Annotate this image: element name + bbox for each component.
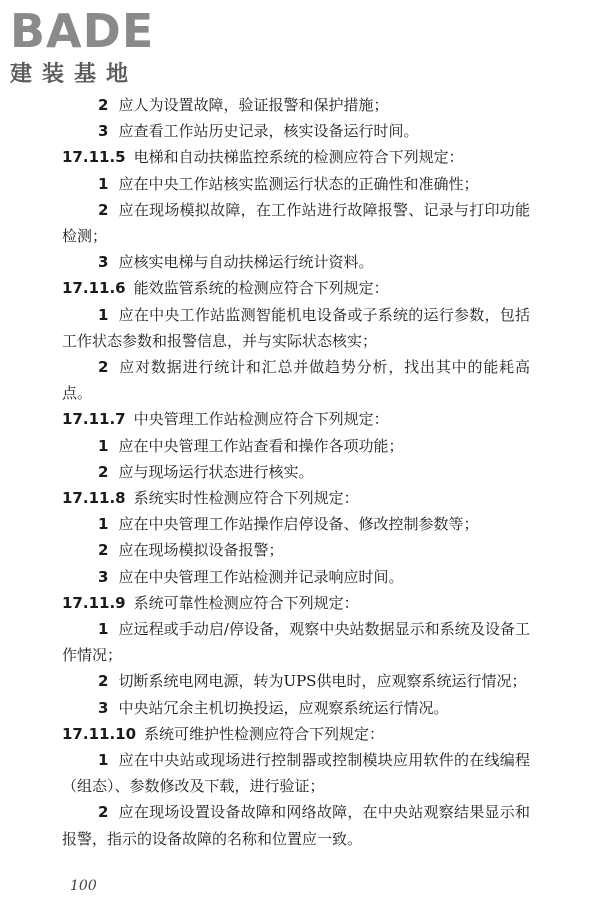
paragraph-text: 应人为设置故障，验证报警和保护措施； bbox=[118, 96, 389, 114]
paragraph-text: 应在中央管理工作站查看和操作各项功能； bbox=[118, 436, 404, 455]
paragraph-text: 中央站冗余主机切换投运，应观察系统运行情况。 bbox=[118, 698, 449, 717]
paragraph-text: 中央管理工作站检测应符合下列规定： bbox=[133, 410, 389, 429]
item-number: 3 bbox=[98, 567, 109, 586]
item-number: 1 bbox=[98, 174, 109, 193]
paragraph-text: 应与现场运行状态进行核实。 bbox=[118, 462, 314, 481]
clause-number: 17.11.8 bbox=[62, 489, 126, 508]
paragraph-text: 应远程或手动启/停设备，观察中央站数据显示和系统及设备工作情况； bbox=[62, 620, 530, 665]
paragraph-text: 应在中央站或现场进行控制器或控制模块应用软件的在线编程（组态）、参数修改及下载，进行验证； bbox=[62, 751, 530, 796]
list-item bbox=[62, 511, 530, 537]
list-item bbox=[62, 92, 530, 118]
item-number: 1 bbox=[98, 305, 109, 324]
bade-logo bbox=[10, 6, 180, 96]
list-item bbox=[62, 799, 530, 851]
paragraph-text: 应在中央管理工作站检测并记录响应时间。 bbox=[118, 567, 404, 586]
paragraph-text: 应在中央工作站监测智能机电设备或子系统的运行参数，包括工作状态参数和报警信息，并与实际状态核实； bbox=[62, 305, 530, 350]
list-item bbox=[62, 433, 530, 459]
item-number: 2 bbox=[98, 672, 109, 691]
clause-number: 17.11.9 bbox=[62, 593, 126, 612]
paragraph-text: 电梯和自动扶梯监控系统的检测应符合下列规定： bbox=[133, 148, 464, 167]
paragraph-text: 应对数据进行统计和汇总并做趋势分析，找出其中的能耗高点。 bbox=[62, 358, 530, 403]
item-number: 2 bbox=[98, 462, 109, 481]
clause-heading bbox=[62, 144, 530, 170]
paragraph-text: 应在中央工作站核实监测运行状态的正确性和准确性； bbox=[118, 174, 479, 193]
item-number: 2 bbox=[98, 541, 109, 560]
list-item bbox=[62, 564, 530, 590]
list-item bbox=[62, 171, 530, 197]
paragraph-text: 能效监管系统的检测应符合下列规定： bbox=[133, 279, 389, 298]
clause-heading bbox=[62, 406, 530, 432]
list-item bbox=[62, 616, 530, 668]
item-number: 2 bbox=[98, 200, 109, 219]
paragraph-text: 系统可维护性检测应符合下列规定： bbox=[144, 724, 385, 743]
clause-number: 17.11.6 bbox=[62, 279, 126, 298]
item-number: 2 bbox=[98, 358, 109, 377]
item-number: 1 bbox=[98, 620, 109, 639]
paragraph-text: 切断系统电网电源，转为UPS供电时，应观察系统运行情况； bbox=[118, 672, 527, 691]
list-item bbox=[62, 197, 530, 249]
item-number: 3 bbox=[98, 253, 109, 272]
clause-number: 17.11.5 bbox=[62, 148, 126, 167]
paragraph-text: 系统可靠性检测应符合下列规定： bbox=[133, 593, 359, 612]
item-number: 1 bbox=[98, 436, 109, 455]
clause-heading bbox=[62, 275, 530, 301]
item-number: 3 bbox=[98, 122, 109, 141]
list-item bbox=[62, 747, 530, 799]
logo-subtitle: 建装基地 bbox=[10, 62, 139, 87]
clause-heading bbox=[62, 485, 530, 511]
list-item bbox=[62, 302, 530, 354]
paragraph-text: 应在现场模拟设备报警； bbox=[118, 541, 284, 560]
paragraph-text: 应在现场设置设备故障和网络故障，在中央站观察结果显示和报警，指示的设备故障的名称和位置应一致。 bbox=[62, 803, 530, 848]
page-number: 100 bbox=[70, 878, 97, 894]
list-item bbox=[62, 459, 530, 485]
paragraph-text: 系统实时性检测应符合下列规定： bbox=[133, 489, 359, 508]
item-number: 2 bbox=[98, 803, 109, 822]
list-item bbox=[62, 695, 530, 721]
paragraph-text: 应在中央管理工作站操作启停设备、修改控制参数等； bbox=[118, 515, 479, 534]
list-item bbox=[62, 249, 530, 275]
clause-heading bbox=[62, 721, 530, 747]
document-body bbox=[62, 92, 530, 852]
clause-number: 17.11.10 bbox=[62, 724, 137, 743]
list-item bbox=[62, 354, 530, 406]
paragraph-text: 应查看工作站历史记录，核实设备运行时间。 bbox=[118, 122, 419, 141]
item-number: 1 bbox=[98, 751, 109, 770]
list-item bbox=[62, 118, 530, 144]
paragraph-text: 应核实电梯与自动扶梯运行统计资料。 bbox=[118, 253, 374, 272]
list-item bbox=[62, 537, 530, 563]
clause-number: 17.11.7 bbox=[62, 410, 126, 429]
paragraph-text: 应在现场模拟故障，在工作站进行故障报警、记录与打印功能检测； bbox=[62, 200, 530, 246]
item-number: 2 bbox=[98, 96, 109, 114]
list-item bbox=[62, 668, 530, 694]
logo-wordmark: BADE bbox=[10, 4, 155, 58]
clause-heading bbox=[62, 590, 530, 616]
item-number: 3 bbox=[98, 698, 109, 717]
item-number: 1 bbox=[98, 515, 109, 534]
